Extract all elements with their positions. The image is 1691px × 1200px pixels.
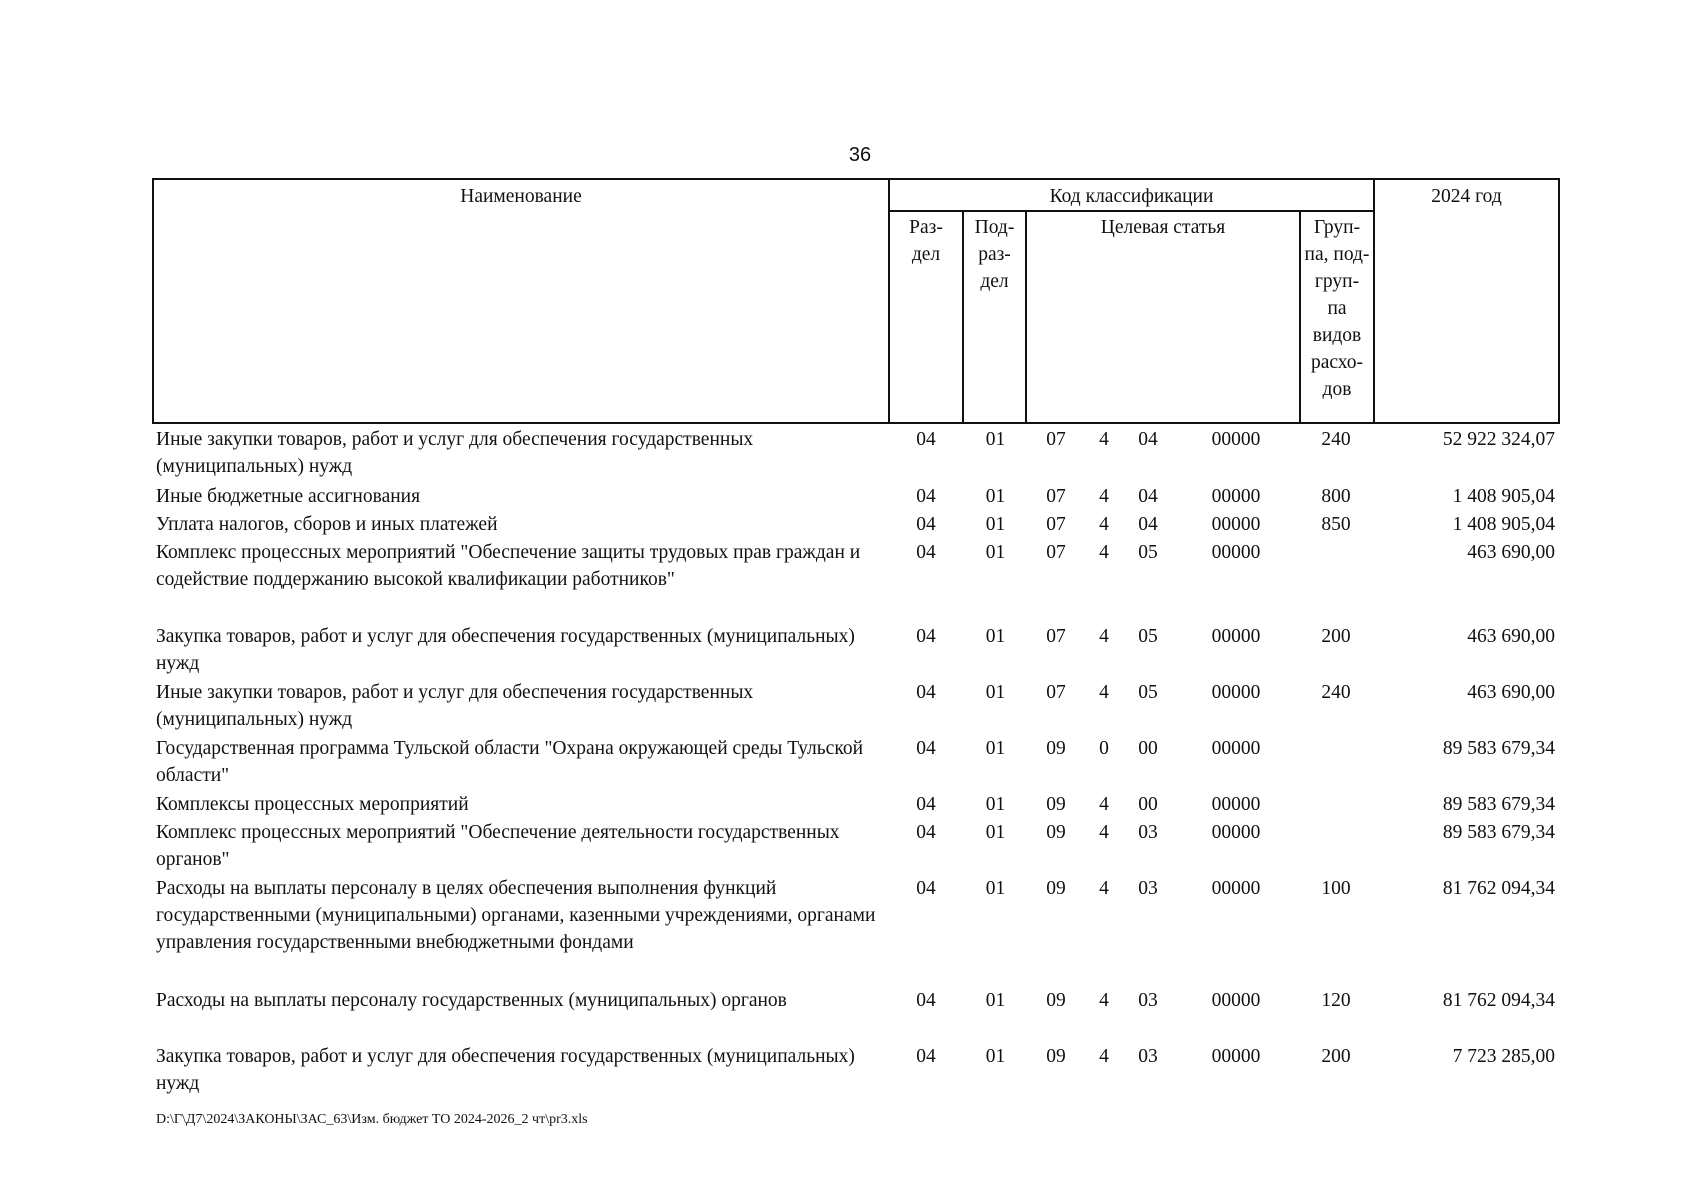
row-target-program: 07 <box>1046 514 1066 535</box>
row-target-structure: 03 <box>1138 878 1158 899</box>
row-target-structure: 04 <box>1138 429 1158 450</box>
row-target-direction: 00000 <box>1211 794 1261 815</box>
row-expense-group: 200 <box>1321 1046 1351 1067</box>
row-razdel: 04 <box>916 514 936 535</box>
row-razdel: 04 <box>916 738 936 759</box>
row-expense-group: 240 <box>1321 429 1351 450</box>
row-amount: 89 583 679,34 <box>1442 794 1555 815</box>
row-name: Закупка товаров, работ и услуг для обеспечения государственных (муниципальных) нужд <box>156 1046 855 1094</box>
table-row <box>152 483 1560 511</box>
table-row <box>152 426 1560 483</box>
row-podrazdel: 01 <box>985 990 1006 1011</box>
row-target-direction: 00000 <box>1211 682 1261 703</box>
header-year: 2024 год <box>1431 186 1502 207</box>
row-target-program: 09 <box>1046 990 1066 1011</box>
table-body <box>152 426 1560 1099</box>
row-target-direction: 00000 <box>1211 486 1261 507</box>
row-name: Государственная программа Тульской области "Охрана окружающей среды Тульской области" <box>156 738 863 786</box>
header-group-line: груп- <box>1314 271 1360 292</box>
row-amount: 463 690,00 <box>1467 626 1555 647</box>
row-amount: 81 762 094,34 <box>1442 878 1555 899</box>
file-path-footer: D:\Г\Д7\2024\ЗАКОНЫ\ЗАС_63\Изм. бюджет ТО 2024-2026_2 чт\pr3.xls <box>156 1112 588 1127</box>
row-razdel: 04 <box>916 429 936 450</box>
row-name: Иные бюджетные ассигнования <box>156 486 421 507</box>
row-podrazdel: 01 <box>985 822 1006 843</box>
row-target-structure: 00 <box>1138 738 1158 759</box>
row-name: Закупка товаров, работ и услуг для обеспечения государственных (муниципальных) нужд <box>156 626 855 674</box>
row-razdel: 04 <box>916 990 936 1011</box>
header-name: Наименование <box>154 180 890 422</box>
page-number: 36 <box>848 144 872 166</box>
row-expense-group: 850 <box>1321 514 1351 535</box>
row-name: Комплексы процессных мероприятий <box>156 794 469 815</box>
row-expense-group: 120 <box>1321 990 1351 1011</box>
row-expense-group: 800 <box>1321 486 1351 507</box>
header-podrazdel <box>964 212 1027 422</box>
row-expense-group: 200 <box>1321 626 1351 647</box>
header-podrazdel-line: Под- <box>974 217 1015 238</box>
table-row <box>152 1043 1560 1099</box>
row-name: Комплекс процессных мероприятий "Обеспечение защиты трудовых прав граждан и содействие поддержанию высокой квалификации работников" <box>156 542 861 590</box>
row-target-structure: 05 <box>1138 542 1158 563</box>
table-row <box>152 987 1560 1043</box>
row-target-direction: 00000 <box>1211 514 1261 535</box>
header-classification-code: Код классификации <box>890 180 1375 212</box>
table-row <box>152 819 1560 875</box>
row-target-structure: 03 <box>1138 990 1158 1011</box>
header-podrazdel-line: дел <box>980 271 1009 292</box>
row-name: Расходы на выплаты персоналу в целях обеспечения выполнения функций государственными (муниципальными) органами, казенными учреждениями, органами управления государственными внебюджетными фондами <box>156 878 876 953</box>
row-podrazdel: 01 <box>985 682 1006 703</box>
row-target-program: 07 <box>1046 429 1066 450</box>
row-target-program: 09 <box>1046 738 1066 759</box>
row-target-structure: 03 <box>1138 822 1158 843</box>
header-group-line: дов <box>1322 379 1352 400</box>
header-group-line: па, под- <box>1304 244 1370 265</box>
row-target-direction: 00000 <box>1211 738 1261 759</box>
table-row <box>152 791 1560 819</box>
row-target-structure: 03 <box>1138 1046 1158 1067</box>
row-podrazdel: 01 <box>985 1046 1006 1067</box>
row-name: Расходы на выплаты персоналу государственных (муниципальных) органов <box>156 990 787 1011</box>
row-target-type: 4 <box>1099 990 1109 1011</box>
row-target-program: 07 <box>1046 682 1066 703</box>
row-target-structure: 05 <box>1138 682 1158 703</box>
row-target-program: 07 <box>1046 626 1066 647</box>
row-amount: 81 762 094,34 <box>1442 990 1555 1011</box>
row-name: Иные закупки товаров, работ и услуг для обеспечения государственных (муниципальных) нужд <box>156 682 754 730</box>
row-target-type: 4 <box>1099 626 1109 647</box>
row-razdel: 04 <box>916 878 936 899</box>
row-amount: 1 408 905,04 <box>1452 486 1555 507</box>
row-razdel: 04 <box>916 794 936 815</box>
row-podrazdel: 01 <box>985 738 1006 759</box>
row-target-structure: 04 <box>1138 486 1158 507</box>
row-razdel: 04 <box>916 682 936 703</box>
row-target-direction: 00000 <box>1211 626 1261 647</box>
table-row <box>152 875 1560 987</box>
row-target-structure: 04 <box>1138 514 1158 535</box>
row-name: Уплата налогов, сборов и иных платежей <box>156 514 498 535</box>
row-target-program: 09 <box>1046 1046 1066 1067</box>
header-group-line: Груп- <box>1313 217 1361 238</box>
row-target-direction: 00000 <box>1211 822 1261 843</box>
row-target-direction: 00000 <box>1211 429 1261 450</box>
row-target-type: 4 <box>1099 542 1109 563</box>
row-expense-group: 100 <box>1321 878 1351 899</box>
header-target-article: Целевая статья <box>1027 212 1301 422</box>
table-row <box>152 511 1560 539</box>
header-group-line: расхо- <box>1310 352 1364 373</box>
row-target-structure: 05 <box>1138 626 1158 647</box>
header-razdel <box>890 212 964 422</box>
row-target-type: 4 <box>1099 794 1109 815</box>
header-group-line: па <box>1327 298 1347 319</box>
row-target-program: 07 <box>1046 542 1066 563</box>
row-razdel: 04 <box>916 542 936 563</box>
row-target-program: 09 <box>1046 878 1066 899</box>
row-podrazdel: 01 <box>985 878 1006 899</box>
row-razdel: 04 <box>916 486 936 507</box>
row-podrazdel: 01 <box>985 542 1006 563</box>
table-row <box>152 679 1560 735</box>
row-target-direction: 00000 <box>1211 878 1261 899</box>
row-amount: 463 690,00 <box>1467 542 1555 563</box>
table-row <box>152 735 1560 791</box>
row-razdel: 04 <box>916 822 936 843</box>
table-row <box>152 539 1560 623</box>
row-podrazdel: 01 <box>985 514 1006 535</box>
table-row <box>152 623 1560 679</box>
header-razdel-line: дел <box>911 244 941 265</box>
row-podrazdel: 01 <box>985 794 1006 815</box>
header-podrazdel-line: раз- <box>978 244 1011 265</box>
row-target-type: 4 <box>1099 822 1109 843</box>
row-target-type: 0 <box>1099 738 1109 759</box>
table-header <box>152 178 1560 424</box>
row-podrazdel: 01 <box>985 486 1006 507</box>
row-name: Комплекс процессных мероприятий "Обеспечение деятельности государственных органов" <box>156 822 840 870</box>
row-target-program: 09 <box>1046 794 1066 815</box>
row-target-type: 4 <box>1099 1046 1109 1067</box>
row-amount: 7 723 285,00 <box>1452 1046 1555 1067</box>
row-name: Иные закупки товаров, работ и услуг для обеспечения государственных (муниципальных) нужд <box>156 429 754 477</box>
row-podrazdel: 01 <box>985 429 1006 450</box>
row-amount: 52 922 324,07 <box>1442 429 1555 450</box>
row-target-type: 4 <box>1099 514 1109 535</box>
row-target-direction: 00000 <box>1211 542 1261 563</box>
row-target-direction: 00000 <box>1211 1046 1261 1067</box>
header-group-line: видов <box>1312 325 1362 346</box>
row-target-program: 07 <box>1046 486 1066 507</box>
row-amount: 89 583 679,34 <box>1442 738 1555 759</box>
row-target-direction: 00000 <box>1211 990 1261 1011</box>
row-expense-group: 240 <box>1321 682 1351 703</box>
row-target-type: 4 <box>1099 878 1109 899</box>
row-target-type: 4 <box>1099 486 1109 507</box>
row-target-program: 09 <box>1046 822 1066 843</box>
row-amount: 1 408 905,04 <box>1452 514 1555 535</box>
row-razdel: 04 <box>916 1046 936 1067</box>
row-target-structure: 00 <box>1138 794 1158 815</box>
row-amount: 463 690,00 <box>1467 682 1555 703</box>
row-target-type: 4 <box>1099 429 1109 450</box>
row-razdel: 04 <box>916 626 936 647</box>
row-amount: 89 583 679,34 <box>1442 822 1555 843</box>
row-podrazdel: 01 <box>985 626 1006 647</box>
header-razdel-line: Раз- <box>909 217 943 238</box>
header-expense-group <box>1301 212 1375 422</box>
row-target-type: 4 <box>1099 682 1109 703</box>
